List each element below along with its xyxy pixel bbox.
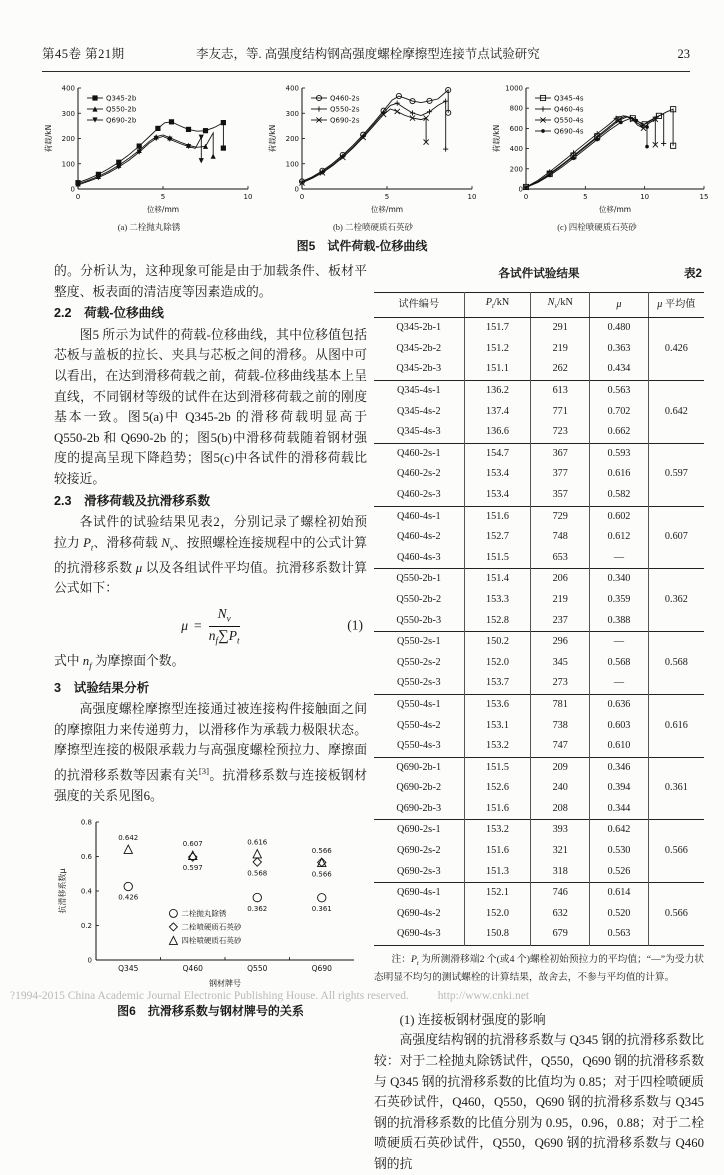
table-cell: — (590, 548, 649, 569)
svg-text:Q345-4s: Q345-4s (554, 94, 584, 103)
table-cell: 0.593 (590, 443, 649, 464)
svg-text:0.568: 0.568 (246, 869, 267, 878)
svg-text:400: 400 (509, 145, 523, 154)
table-cell: 152.8 (464, 611, 531, 632)
svg-text:400: 400 (61, 84, 75, 93)
table-cell: 0.480 (590, 318, 649, 339)
table-cell: 0.603 (590, 716, 649, 737)
formula-number: (1) (347, 617, 363, 633)
svg-text:5: 5 (384, 193, 390, 201)
svg-text:Q550-2b: Q550-2b (106, 105, 137, 114)
table-cell: 321 (531, 841, 590, 862)
table2-title: 各试件试验结果 (498, 267, 580, 280)
table-cell-average: 0.642 (648, 381, 704, 444)
table-cell: 152.6 (464, 778, 531, 799)
table-cell: Q345-2b-3 (396, 363, 442, 375)
table-cell: Q690-2s-2 (397, 845, 441, 857)
svg-text:位移/mm: 位移/mm (598, 205, 632, 214)
svg-text:钢材牌号: 钢材牌号 (208, 979, 241, 989)
svg-text:Q690-2b: Q690-2b (106, 116, 137, 125)
table-cell: Q550-4s-3 (397, 740, 441, 752)
svg-text:600: 600 (509, 124, 523, 133)
table-cell: Q460-4s-1 (374, 506, 464, 527)
table-cell: 367 (531, 443, 590, 464)
svg-text:10: 10 (640, 193, 650, 201)
table-cell: Q690-4s-2 (397, 907, 441, 919)
running-title: 李友志，等. 高强度结构钢高强度螺栓摩擦型连接节点试验研究 (196, 47, 540, 61)
table-cell: 0.636 (590, 694, 649, 715)
table-cell: 208 (531, 799, 590, 820)
table-cell: 0.434 (590, 359, 649, 380)
svg-text:10: 10 (243, 193, 253, 201)
table-cell: 0.340 (590, 569, 649, 590)
page-number: 23 (677, 47, 690, 61)
table-cell: 219 (531, 590, 590, 611)
table-cell: 0.568 (590, 653, 649, 674)
table-cell: 0.616 (590, 464, 649, 485)
table-header-row (374, 292, 704, 318)
table-row (374, 820, 704, 841)
svg-text:200: 200 (61, 135, 75, 143)
fig5a-chart (42, 82, 256, 215)
table-cell: Q690-4s-3 (397, 928, 441, 940)
footer (10, 990, 714, 1002)
fig6-chart (56, 814, 366, 990)
table-cell: Q460-4s-3 (397, 551, 441, 563)
paragraph-load-displacement: 图5 所示为试件的荷载-位移曲线，其中位移值包括芯板与盖板的拉长、夹具与芯板之间的滑移。从图中可以看出，在达到滑移荷载之前，荷载-位移曲线基本上呈直线，不同钢材等级的试件在达到滑移荷载之前的刚度基本一致。图5(a)中 Q345-2b 的滑移荷载明显高于 Q550-2b 和 Q690-2b 的；图5(b)中滑移荷载随着钢材强度的提高呈现下降趋势；图5(c)中各试件的滑移荷载比较接近。 (54, 327, 367, 486)
svg-text:400: 400 (285, 84, 299, 93)
table-cell: 0.394 (590, 778, 649, 799)
table-cell: Q345-4s-1 (374, 381, 464, 402)
table-cell: 273 (531, 673, 590, 694)
fig5b-chart (266, 82, 480, 215)
table-cell: 153.3 (464, 590, 531, 611)
table-note: 注：$P_t$ 为所测滑移端2 个(或4 个)螺栓初始预拉力的平均值；“—”为受力状态明显不均匀的测试螺栓的计算结果，故舍去，不参与平均值的计算。 (374, 954, 704, 984)
svg-text:0.426: 0.426 (117, 893, 138, 902)
paragraph-analysis: 高强度螺栓摩擦型连接通过被连接构件接触面之间的摩擦阻力来传递剪力，以滑移作为承载力极限状态。摩擦型连接的极限承载力与高强度螺栓预拉力、摩擦面的抗滑移系数等因素有关[3]。抗滑移系数与连接板钢材强度的关系见图6。 (54, 702, 368, 803)
table-cell: Q550-2s-2 (397, 656, 441, 668)
table-cell: 237 (531, 611, 590, 632)
svg-text:Q690-4s: Q690-4s (554, 127, 584, 136)
table-cell: 153.1 (464, 716, 531, 737)
table-cell: 0.662 (590, 422, 649, 443)
svg-text:四栓喷硬质石英砂: 四栓喷硬质石英砂 (180, 936, 241, 946)
table-cell: 152.0 (464, 653, 531, 674)
table-cell: 748 (531, 527, 590, 548)
table-cell: 153.2 (464, 820, 531, 841)
column-header-specimen: 试件编号 (374, 292, 464, 318)
table-cell: 746 (531, 883, 590, 904)
svg-text:0: 0 (87, 956, 92, 965)
fig5c-chart (490, 82, 712, 215)
table-cell: 151.7 (464, 318, 531, 339)
svg-text:荷载/kN: 荷载/kN (492, 124, 501, 153)
svg-text:300: 300 (285, 109, 299, 118)
cnki-link[interactable]: http://www.cnki.net (437, 990, 530, 1002)
table-cell: Q550-2s-1 (374, 632, 464, 653)
table-row (374, 506, 704, 527)
svg-text:0.6: 0.6 (80, 853, 92, 862)
table-cell: 729 (531, 506, 590, 527)
svg-text:5: 5 (583, 193, 588, 201)
table-cell: Q690-2s-1 (374, 820, 464, 841)
svg-text:100: 100 (61, 160, 75, 169)
table-cell-average: 0.607 (648, 506, 704, 569)
svg-text:位移/mm: 位移/mm (146, 205, 180, 214)
svg-text:200: 200 (509, 165, 523, 174)
table-row (374, 318, 704, 339)
svg-text:5: 5 (160, 193, 166, 201)
table-cell: 345 (531, 653, 590, 674)
svg-text:抗滑移系数μ: 抗滑移系数μ (57, 868, 67, 914)
svg-text:0: 0 (299, 193, 305, 201)
figure5a (42, 82, 256, 233)
figure5-row (42, 82, 709, 233)
formula-denominator: $n_f\sum P_t$ (208, 627, 240, 646)
svg-text:0: 0 (70, 185, 75, 194)
table-cell: Q460-2s-3 (397, 488, 441, 500)
svg-text:Q460: Q460 (182, 964, 203, 974)
table-cell-average: 0.568 (648, 632, 704, 695)
table-cell: 0.582 (590, 485, 649, 506)
paragraph-continuation: 的。分析认为，这种现象可能是由于加载条件、板材平整度、板表面的清洁度等因素造成的。 (54, 264, 367, 299)
table-cell: 153.7 (464, 673, 531, 694)
table-cell: 296 (531, 632, 590, 653)
svg-text:15: 15 (699, 193, 709, 201)
svg-text:Q345-2b: Q345-2b (106, 94, 137, 103)
table-cell: Q550-2s-3 (397, 677, 441, 689)
table-cell: 262 (531, 359, 590, 380)
table-cell: Q690-2b-2 (396, 782, 442, 794)
table-cell: 151.5 (464, 548, 531, 569)
table-row (374, 757, 704, 778)
svg-text:0.2: 0.2 (80, 922, 92, 931)
table-cell: Q345-4s-3 (397, 426, 441, 438)
table-cell-average: 0.361 (648, 757, 704, 820)
table-cell: 291 (531, 318, 590, 339)
table-cell: Q460-2s-1 (374, 443, 464, 464)
figure6-caption: 图6 抗滑移系数与钢材牌号的关系 (117, 1004, 304, 1019)
page-header (42, 44, 690, 72)
table-cell: 152.0 (464, 904, 531, 925)
svg-text:0.8: 0.8 (80, 818, 92, 827)
table-cell: 151.5 (464, 757, 531, 778)
table-row (374, 381, 704, 402)
table-cell: 318 (531, 862, 590, 883)
svg-text:二栓抛丸除锈: 二栓抛丸除锈 (180, 909, 226, 919)
section-3-heading: 3 试验结果分析 (54, 680, 150, 695)
table-cell-average: 0.597 (648, 443, 704, 506)
table-cell: Q550-2b-1 (374, 569, 464, 590)
section-2-2-heading: 2.2 荷载-位移曲线 (54, 306, 164, 321)
table-cell: 152.1 (464, 883, 531, 904)
left-column (54, 261, 367, 1022)
figure5c (490, 82, 709, 233)
table-cell: 136.6 (464, 422, 531, 443)
formula-1 (54, 606, 367, 646)
table-cell: 137.4 (464, 402, 531, 423)
table-cell: 723 (531, 422, 590, 443)
svg-text:位移/mm: 位移/mm (370, 205, 404, 214)
formula-fraction (209, 606, 240, 646)
table-cell: 0.602 (590, 506, 649, 527)
table-cell: 136.2 (464, 381, 531, 402)
table-cell: — (590, 632, 649, 653)
table-cell: 152.7 (464, 527, 531, 548)
table-cell: 0.359 (590, 590, 649, 611)
column-header-mu: μ (590, 292, 649, 318)
svg-text:Q460-2s: Q460-2s (330, 94, 360, 103)
table-cell: 613 (531, 381, 590, 402)
table-cell: 0.363 (590, 339, 649, 360)
svg-text:0: 0 (75, 193, 81, 201)
table-cell: 679 (531, 924, 590, 945)
table-row (374, 632, 704, 653)
table-cell: 0.610 (590, 736, 649, 757)
table-cell: 0.702 (590, 402, 649, 423)
fig5b-caption: (b) 二栓喷硬质石英砂 (332, 222, 414, 232)
table-row (374, 694, 704, 715)
table-cell: Q345-2b-2 (396, 342, 442, 354)
svg-text:Q550: Q550 (246, 964, 267, 974)
column-header-pretension: $P_t/kN$ (464, 292, 531, 318)
svg-text:0: 0 (294, 185, 299, 194)
table-cell: Q690-4s-1 (374, 883, 464, 904)
section-2-3-heading: 2.3 滑移荷载及抗滑移系数 (54, 493, 211, 508)
table-cell: Q690-2b-3 (396, 802, 442, 814)
svg-text:800: 800 (509, 104, 523, 113)
table-cell: 393 (531, 820, 590, 841)
table-cell: 240 (531, 778, 590, 799)
svg-text:0.566: 0.566 (311, 870, 332, 879)
table-cell: 0.612 (590, 527, 649, 548)
table-cell: 153.6 (464, 694, 531, 715)
table-cell: 781 (531, 694, 590, 715)
paragraph-formula-note: 式中 $n_f$ 为摩擦面个数。 (54, 654, 185, 671)
svg-text:荷载/kN: 荷载/kN (44, 124, 53, 153)
svg-text:荷载/kN: 荷载/kN (268, 124, 277, 153)
svg-text:0.642: 0.642 (117, 834, 138, 843)
table-cell: Q345-4s-2 (397, 405, 441, 417)
table-cell: 153.2 (464, 736, 531, 757)
table-cell: Q345-2b-1 (396, 322, 442, 334)
svg-text:二栓喷硬质石英砂: 二栓喷硬质石英砂 (180, 923, 241, 933)
table-cell: Q460-2s-2 (397, 468, 441, 480)
fig5a-caption: (a) 二栓抛丸除锈 (117, 222, 181, 232)
table-cell: 151.6 (464, 506, 531, 527)
svg-text:Q550-4s: Q550-4s (554, 116, 584, 125)
table-cell: Q690-2b-1 (374, 757, 464, 778)
svg-text:0.566: 0.566 (311, 847, 332, 856)
svg-text:Q690-2s: Q690-2s (330, 116, 360, 125)
subsection-1-heading: (1) 连接板钢材强度的影响 (399, 1012, 546, 1027)
formula-numerator: $N_v$ (209, 606, 240, 627)
svg-text:0.616: 0.616 (246, 838, 267, 847)
table-cell: 151.1 (464, 359, 531, 380)
table-cell: 653 (531, 548, 590, 569)
svg-text:1000: 1000 (505, 84, 523, 93)
paragraph-strength-effect: 高强度结构钢的抗滑移系数与 Q345 钢的抗滑移系数比较：对于二栓抛丸除锈试件，Q550，Q690 钢的抗滑移系数与 Q345 钢的抗滑移系数的比值均为 0.85；对于四栓喷硬质石英砂试件，Q460，Q550，Q690 钢的抗滑移系数与 Q345 钢的抗滑移系数的比值分别为 0.95，0.96，0.88；对于二栓喷硬质石英砂试件，Q550，Q690 钢的抗滑移系数与 Q460 钢的抗 (374, 1033, 704, 1171)
svg-text:Q690: Q690 (311, 964, 332, 974)
paragraph-slip-coefficient: 各试件的试验结果见表2，分别记录了螺栓初始预拉力 $P_t$、滑移荷载 $N_v$、按照螺栓连接规程中的公式计算的抗滑移系数 μ 以及各组试件平均值。抗滑移系数计算公式如下： (54, 515, 368, 596)
table-cell: 377 (531, 464, 590, 485)
table-row (374, 569, 704, 590)
table-cell: 0.563 (590, 381, 649, 402)
table-cell: 151.3 (464, 862, 531, 883)
table-row (374, 443, 704, 464)
table-cell-average: 0.616 (648, 694, 704, 757)
svg-text:0.362: 0.362 (246, 905, 267, 914)
table-cell: 357 (531, 485, 590, 506)
table-cell: 0.563 (590, 924, 649, 945)
column-header-slip-load: $N_v/kN$ (531, 292, 590, 318)
table-cell: Q550-4s-1 (374, 694, 464, 715)
table-cell: 0.520 (590, 904, 649, 925)
table-cell: 0.388 (590, 611, 649, 632)
column-header-mu-avg: μ 平均值 (648, 292, 704, 318)
table-cell: Q550-2b-3 (396, 614, 442, 626)
svg-text:0.597: 0.597 (182, 864, 203, 873)
table-cell: 632 (531, 904, 590, 925)
table-cell: Q690-2s-3 (397, 865, 441, 877)
figure5-caption: 图5 试件荷载-位移曲线 (296, 239, 428, 253)
table-cell: Q460-4s-2 (397, 531, 441, 543)
formula-lhs: μ (181, 617, 189, 633)
svg-text:0: 0 (523, 193, 529, 201)
table-cell: — (590, 673, 649, 694)
table-cell: 153.4 (464, 485, 531, 506)
table2-tag: 表2 (683, 267, 702, 280)
table-cell-average: 0.362 (648, 569, 704, 632)
fig5c-caption: (c) 四栓喷硬质石英砂 (557, 222, 637, 232)
svg-text:Q460-4s: Q460-4s (554, 105, 584, 114)
svg-text:0.4: 0.4 (80, 887, 92, 896)
table-cell: 151.6 (464, 841, 531, 862)
results-table-body (374, 318, 704, 946)
table-cell: 150.2 (464, 632, 531, 653)
table-cell: 151.6 (464, 799, 531, 820)
svg-text:Q550-2s: Q550-2s (330, 105, 360, 114)
journal-volume-issue: 第45卷 第21期 (42, 47, 125, 61)
table-cell: 154.7 (464, 443, 531, 464)
results-table (374, 292, 704, 946)
table-cell: 0.526 (590, 862, 649, 883)
table-cell: 0.346 (590, 757, 649, 778)
table-cell: 0.344 (590, 799, 649, 820)
svg-text:300: 300 (61, 109, 75, 118)
table-cell-average: 0.566 (648, 883, 704, 946)
table-cell: 151.4 (464, 569, 531, 590)
svg-text:200: 200 (285, 135, 299, 143)
table-cell: 151.2 (464, 339, 531, 360)
table2-title-row (374, 264, 704, 285)
table-cell: 0.614 (590, 883, 649, 904)
table-cell: 219 (531, 339, 590, 360)
table-cell-average: 0.426 (648, 318, 704, 381)
formula-equals: = (194, 617, 202, 633)
table-row (374, 883, 704, 904)
table-cell: Q550-4s-2 (397, 719, 441, 731)
figure5b (266, 82, 480, 233)
svg-text:10: 10 (467, 193, 477, 201)
svg-text:0: 0 (518, 185, 523, 194)
table-cell: 209 (531, 757, 590, 778)
table-cell: 0.642 (590, 820, 649, 841)
right-column (374, 258, 704, 1175)
table-cell: 150.8 (464, 924, 531, 945)
table-cell: 738 (531, 716, 590, 737)
table-cell: 771 (531, 402, 590, 423)
svg-text:0.607: 0.607 (182, 840, 203, 849)
table-cell: 747 (531, 736, 590, 757)
table-cell: 0.530 (590, 841, 649, 862)
svg-text:100: 100 (285, 160, 299, 169)
svg-text:Q345: Q345 (117, 964, 138, 974)
table-cell: 206 (531, 569, 590, 590)
copyright-text: ?1994-2015 China Academic Journal Electronic Publishing House. All rights reserved. (10, 990, 409, 1002)
table-cell: Q550-2b-2 (396, 593, 442, 605)
table-cell: 153.4 (464, 464, 531, 485)
table-cell-average: 0.566 (648, 820, 704, 883)
svg-text:0.361: 0.361 (311, 905, 332, 914)
